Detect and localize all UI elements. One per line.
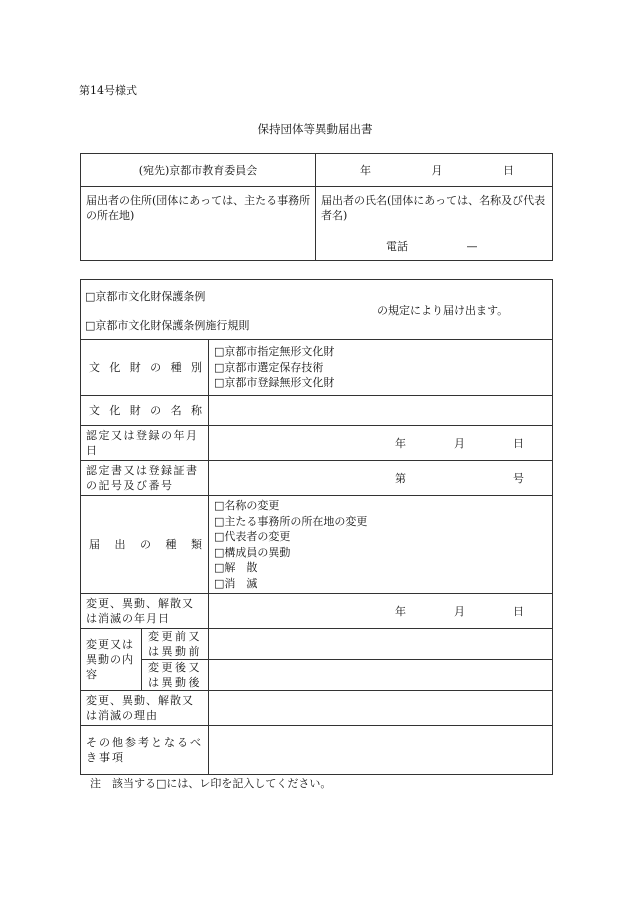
notif-type-label-char: 種 xyxy=(165,538,177,551)
change-date-day: 日 xyxy=(513,604,524,618)
cp-type-label-char: の xyxy=(150,361,162,374)
date-year-label: 年 xyxy=(360,163,371,177)
notif-type-options xyxy=(209,496,553,594)
cp-name-label-char: の xyxy=(150,404,162,417)
cp-name-label-char: 財 xyxy=(129,404,141,417)
notif-type-label-char: 類 xyxy=(191,538,202,551)
cp-type-label-char: 文 xyxy=(89,361,100,374)
addressee-cell xyxy=(81,154,316,187)
address-label: 届出者の住所(団体にあっては、主たる事務所の所在地) xyxy=(86,194,311,222)
cp-type-label-char: 財 xyxy=(129,361,141,374)
date-day-label: 日 xyxy=(503,163,514,177)
name-cell[interactable] xyxy=(316,187,553,261)
reg-date-label: 認定又は登録の年月日 xyxy=(81,426,209,461)
form-title: 保持団体等異動届出書 xyxy=(257,122,373,136)
main-table xyxy=(80,279,553,775)
change-date-year: 年 xyxy=(395,604,406,618)
name-label: 届出者の氏名(団体にあっては、名称及び代表者名) xyxy=(321,194,546,222)
reg-date-year: 年 xyxy=(395,436,406,450)
notif-type-option[interactable]: □構成員の異動 xyxy=(214,545,291,559)
regulation-suffix: の規定により届け出ます。 xyxy=(377,304,509,317)
addressee: (宛先)京都市教育委員会 xyxy=(138,163,258,177)
cp-type-option[interactable]: □京都市指定無形文化財 xyxy=(214,345,335,359)
cp-name-label-char: 化 xyxy=(109,404,121,417)
after-input[interactable] xyxy=(209,660,553,691)
cp-type-option[interactable]: □京都市登録無形文化財 xyxy=(214,376,335,390)
cp-name-label-char: 称 xyxy=(190,404,202,417)
reason-input[interactable] xyxy=(209,691,553,726)
cp-name-label-char: 文 xyxy=(89,404,100,417)
notif-type-label-cell xyxy=(81,496,209,594)
after-label: 変更後又は異動後 xyxy=(142,660,209,691)
cert-no-label: 認定書又は登録証書の記号及び番号 xyxy=(81,461,209,496)
phone-label: 電話 xyxy=(386,240,408,253)
notif-type-option[interactable]: □主たる事務所の所在地の変更 xyxy=(214,514,368,528)
notif-type-option[interactable]: □代表者の変更 xyxy=(214,530,291,543)
change-date-label: 変更、異動、解散又は消滅の年月日 xyxy=(81,594,209,629)
notif-type-option[interactable]: □名称の変更 xyxy=(214,499,280,512)
notif-type-option[interactable]: □解 散 xyxy=(214,561,258,574)
cp-type-label-char: 化 xyxy=(109,361,121,374)
notif-type-label-char: 出 xyxy=(114,538,126,551)
footnote: 注 該当する□には、レ印を記入してください。 xyxy=(90,777,332,790)
cp-name-label-cell xyxy=(81,396,209,426)
header-table xyxy=(80,153,553,261)
cp-type-option[interactable]: □京都市選定保存技術 xyxy=(214,360,324,374)
reg-date-input[interactable] xyxy=(209,426,553,461)
regulation-cell xyxy=(81,280,553,340)
notif-type-label-char: の xyxy=(140,538,151,551)
cp-name-input[interactable] xyxy=(209,396,553,426)
regulation-option-1[interactable]: □京都市文化財保護条例 xyxy=(85,290,206,303)
form-number: 第14号様式 xyxy=(79,84,137,97)
before-input[interactable] xyxy=(209,629,553,660)
submission-date-cell[interactable] xyxy=(316,154,553,187)
reg-date-month: 月 xyxy=(454,436,465,450)
before-label: 変更前又は異動前 xyxy=(142,629,209,660)
cert-no-input[interactable] xyxy=(209,461,553,496)
other-label: その他参考となるべき事項 xyxy=(81,726,209,775)
address-cell[interactable] xyxy=(81,187,316,261)
reason-label: 変更、異動、解散又は消滅の理由 xyxy=(81,691,209,726)
cp-type-label-char: 種 xyxy=(170,361,182,374)
change-content-label: 変更又は異動の内容 xyxy=(81,629,142,691)
regulation-option-2[interactable]: □京都市文化財保護条例施行規則 xyxy=(85,319,250,332)
change-date-month: 月 xyxy=(454,604,465,618)
notif-type-label-char: 届 xyxy=(89,538,100,551)
cp-type-options xyxy=(209,340,553,396)
cert-no-suffix: 号 xyxy=(513,471,525,485)
date-month-label: 月 xyxy=(431,163,443,177)
notif-type-option[interactable]: □消 滅 xyxy=(214,576,258,590)
change-date-input[interactable] xyxy=(209,594,553,629)
cp-type-label-cell xyxy=(81,340,209,396)
phone-dash: — xyxy=(466,240,478,253)
other-input[interactable] xyxy=(209,726,553,775)
cp-type-label-char: 別 xyxy=(190,361,202,374)
reg-date-day: 日 xyxy=(513,436,524,450)
cp-name-label-char: 名 xyxy=(170,404,182,417)
cert-no-prefix: 第 xyxy=(395,471,406,485)
